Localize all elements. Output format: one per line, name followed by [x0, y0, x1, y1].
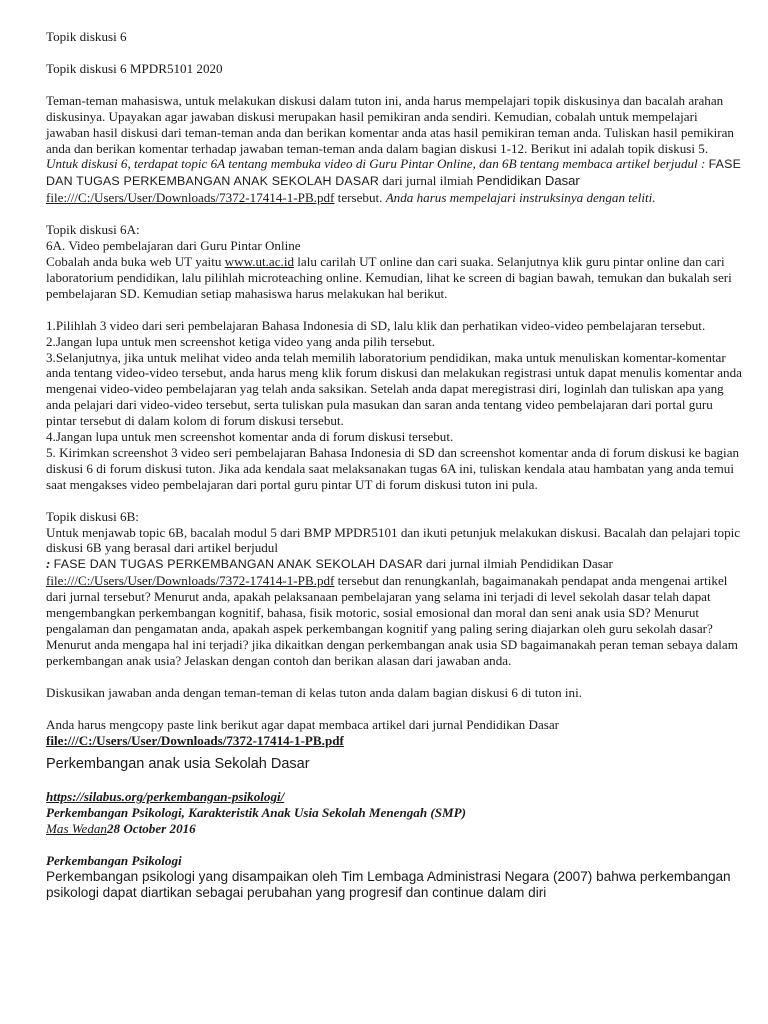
- file-link-bold[interactable]: file:///C:/Users/User/Downloads/7372-17414-1-PB.pdf: [46, 732, 344, 748]
- topic-6a-subheading: 6A. Video pembelajaran dari Guru Pintar Online: [46, 238, 301, 254]
- step-item: 5. Kirimkan screenshot 3 video seri pembelajaran Bahasa Indonesia di SD dan screenshot komentar anda di forum diskusi ke bagian diskusi 6 di forum diskusi tuton. Jika ada kendala saat melaksanakan tugas 6A ini, tuliskan kendala atau hambatan yang anda temui saat mengakses video pembelajaran dari portal guru pintar UT di forum diskusi tuton ini pula.: [46, 444, 740, 492]
- article2-date: 28 October 2016: [106, 821, 196, 837]
- journal-name: Pendidikan Dasar: [476, 173, 580, 189]
- article-title: FASE DAN TUGAS PERKEMBANGAN ANAK SEKOLAH DASAR: [46, 157, 742, 189]
- discuss-line: Diskusikan jawaban anda dengan teman-teman di kelas tuton anda dalam bagian diskusi 6 di tuton ini.: [46, 684, 582, 700]
- topic-6a-paragraph: [46, 254, 742, 302]
- topic-6b-heading: Topik diskusi 6B:: [46, 508, 139, 524]
- file-link[interactable]: file:///C:/Users/User/Downloads/7372-17414-1-PB.pdf: [46, 190, 335, 206]
- instruction-paragraph: [46, 156, 742, 206]
- topic-6b-text: tersebut dan renungkanlah, bagaimanakah pendapat anda mengenai artikel dari jurnal tersebut? Menurut anda, apakah pelaksanaan pembelajaran yang selama ini terjadi di level sekolah dasar telah dapat mengembangkan perkembangan kognitif, bahasa, fisik motoric, sosial emosional dan moral dan seni anak usia SD? Menurut pengalaman dan pengamatan anda, apakah aspek perkembangan kognitif yang paling sering diajarkan oleh guru sekolah dasar? Menurut anda mengapa hal ini terjadi? jika dikaitkan dengan perkembangan anak usia SD bagaimanakah peran teman sebaya dalam perkembangan anak usia? Jelaskan dengan contoh dan berikan alasan dari jawaban anda.: [46, 573, 738, 668]
- ut-link[interactable]: www.ut.ac.id: [224, 253, 295, 269]
- step-item: 4.Jangan lupa untuk men screenshot komentar anda di forum diskusi tersebut.: [46, 429, 454, 445]
- topic-6b-colon: :: [46, 556, 54, 572]
- step-item: 3.Selanjutnya, jika untuk melihat video anda telah memilih laboratorium pendidikan, maka untuk menuliskan komentar-komentar anda tentang video-video tersebut, anda harus meng klik forum diskusi dan melakukan registrasi untuk dapat menulis komentar anda mengenai video-video pembelajaran yag telah anda saksikan. Setelah anda dapat meregistrasi diri, loginlah dan tuliskan apa yang anda pelajari dari video-video tersebut, serta tuliskan pula masukan dan saran anda tentang video pembelajaran dari portal guru pintar tersebut di dalam kolom di forum diskusi tersebut.: [46, 349, 742, 429]
- step-item: 2.Jangan lupa untuk men screenshot ketiga video yang anda pilih tersebut.: [46, 333, 436, 349]
- topic-6a-text-1: Cobalah anda buka web UT yaitu: [46, 253, 225, 269]
- author-link[interactable]: Mas Wedan: [46, 821, 107, 837]
- article2-meta: [46, 821, 742, 837]
- section2-heading: Perkembangan Psikologi: [46, 853, 182, 869]
- instruction-italic-2: Anda harus mempelajari instruksinya dengan teliti.: [385, 190, 656, 206]
- instruction-italic: Untuk diskusi 6, terdapat topic 6A tentang membuka video di Guru Pintar Online, dan 6B tentang membaca artikel berjudul :: [46, 156, 709, 172]
- instruction-tersebut: tersebut.: [334, 190, 386, 206]
- article2-title: Perkembangan Psikologi, Karakteristik Anak Usia Sekolah Menengah (SMP): [46, 805, 467, 821]
- topic-6a-heading: Topik diskusi 6A:: [46, 222, 140, 238]
- topic-6b-paragraph-2: [46, 556, 742, 668]
- instruction-mid: dari jurnal ilmiah: [378, 173, 477, 189]
- doc-subtitle: Topik diskusi 6 MPDR5101 2020: [46, 60, 223, 76]
- article-title-6b: FASE DAN TUGAS PERKEMBANGAN ANAK SEKOLAH DASAR: [53, 557, 423, 572]
- topic-6a-text-2: lalu carilah UT online dan cari suaka. Selanjutnya klik guru pintar online dan cari laboratorium pendidikan, lalu pilihlah microteaching online. Kemudian, lihat ke screen di bagian bawah, temukan dan bukalah seri pembelajaran SD. Kemudian setiap mahasiswa harus melakukan hal berikut.: [46, 253, 732, 301]
- topic-6b-paragraph-1: Untuk menjawab topic 6B, bacalah modul 5 dari BMP MPDR5101 dan ikuti petunjuk melakukan diskusi. Bacalah dan pelajari topic diskusi 6B yang berasal dari artikel berjudul: [46, 524, 741, 556]
- intro-paragraph: Teman-teman mahasiswa, untuk melakukan diskusi dalam tuton ini, anda harus mempelajari topik diskusinya dan bacalah arahan diskusinya. Upayakan agar jawaban diskusi merupakan hasil pemikiran anda sendiri. Kemudian, cobalah untuk mempelajari jawaban hasil diskusi dari teman-teman anda dan berikan komentar anda atas hasil pemikiran teman anda. Tuliskan hasil pemikiran anda dan berikan komentar terhadap jawaban teman-teman anda dalam bagian diskusi 1-12. Berikut ini adalah topik diskusi 5.: [46, 92, 734, 156]
- doc-title: Topik diskusi 6: [46, 29, 127, 44]
- topic-6b-mid: dari jurnal ilmiah Pendidikan Dasar: [422, 556, 613, 572]
- section-title: Perkembangan anak usia Sekolah Dasar: [46, 756, 310, 773]
- copy-line: Anda harus mengcopy paste link berikut agar dapat membaca artikel dari jurnal Pendidikan Dasar: [46, 716, 560, 732]
- step-item: 1.Pilihlah 3 video dari seri pembelajaran Bahasa Indonesia di SD, lalu klik dan perhatikan video-video pembelajaran tersebut.: [46, 317, 706, 333]
- silabus-link[interactable]: https://silabus.org/perkembangan-psikologi/: [46, 789, 285, 805]
- final-paragraph: Perkembangan psikologi yang disampaikan oleh Tim Lembaga Administrasi Negara (2007) bahwa perkembangan psikologi dapat diartikan sebagai perubahan yang progresif dan continue dalam diri: [46, 869, 731, 901]
- file-link-6b[interactable]: file:///C:/Users/User/Downloads/7372-17414-1-PB.pdf: [46, 573, 335, 589]
